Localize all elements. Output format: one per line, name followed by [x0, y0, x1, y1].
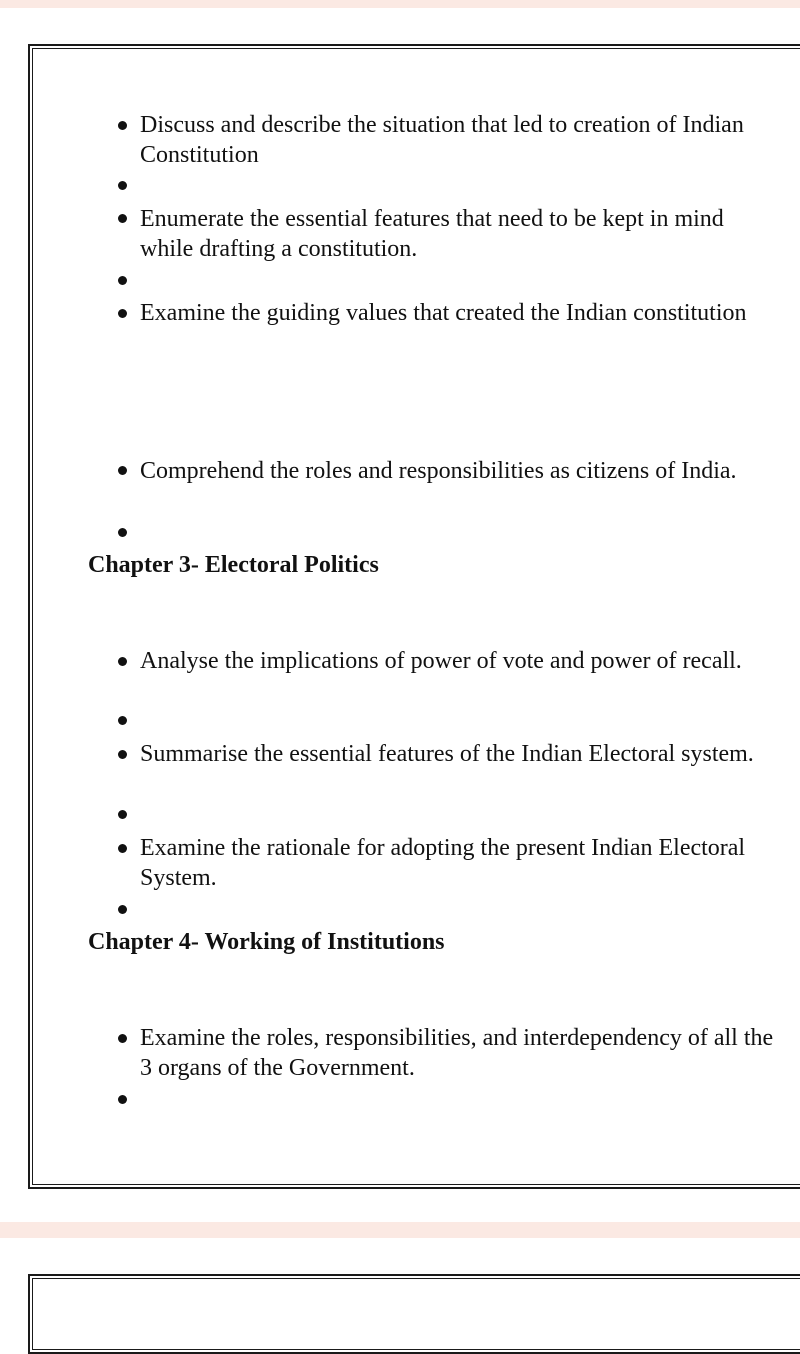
- next-document-page: [28, 1274, 800, 1354]
- chapter-4-objective: Examine the roles, responsibilities, and interdependency of all the 3 organs of the Government.: [140, 1025, 774, 1081]
- bullet-marker-empty: [118, 528, 127, 537]
- bullet-marker-empty: [118, 1095, 127, 1104]
- objective-item: Examine the guiding values that created the Indian constitution: [140, 300, 747, 326]
- page-separator: [0, 1222, 800, 1238]
- chapter-3-objective: Summarise the essential features of the Indian Electoral system.: [140, 741, 754, 767]
- page-separator-top: [0, 0, 800, 8]
- bullet-marker-empty: [118, 181, 127, 190]
- objective-item: Discuss and describe the situation that led to creation of Indian Constitution: [140, 112, 744, 168]
- bullet-marker-empty: [118, 716, 127, 725]
- bullet-marker: [118, 844, 127, 853]
- bullet-marker: [118, 657, 127, 666]
- bullet-marker: [118, 121, 127, 130]
- chapter-4-heading: Chapter 4- Working of Institutions: [88, 929, 445, 955]
- bullet-marker: [118, 1034, 127, 1043]
- bullet-marker: [118, 309, 127, 318]
- bullet-marker-empty: [118, 276, 127, 285]
- bullet-marker: [118, 466, 127, 475]
- objective-item: Comprehend the roles and responsibilities as citizens of India.: [140, 458, 737, 484]
- bullet-marker: [118, 214, 127, 223]
- bullet-marker-empty: [118, 810, 127, 819]
- bullet-marker: [118, 750, 127, 759]
- bullet-marker-empty: [118, 905, 127, 914]
- chapter-3-heading: Chapter 3- Electoral Politics: [88, 552, 379, 578]
- objective-item: Enumerate the essential features that need to be kept in mind while drafting a constitution.: [140, 206, 724, 262]
- chapter-3-objective: Examine the rationale for adopting the present Indian Electoral System.: [140, 835, 746, 891]
- chapter-3-objective: Analyse the implications of power of vote and power of recall.: [140, 648, 742, 674]
